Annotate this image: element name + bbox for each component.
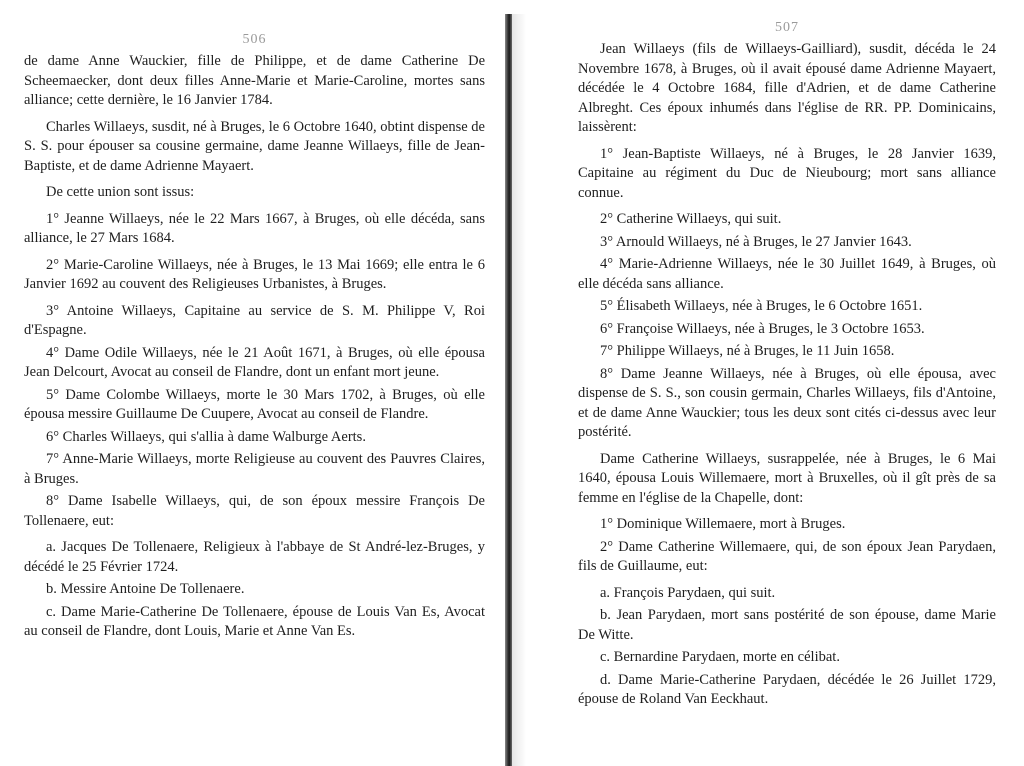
list-item: 7° Philippe Willaeys, né à Bruges, le 11 Juin 1658. — [600, 343, 895, 359]
list-item: 1° Dominique Willemaere, mort à Bruges. — [600, 516, 846, 532]
book-gutter — [505, 14, 512, 766]
page-number: 507 — [775, 20, 799, 35]
list-item: c. Bernardine Parydaen, morte en célibat. — [600, 649, 840, 665]
list-item: c. Dame Marie-Catherine De Tollenaere, épouse de Louis Van Es, Avocat au conseil de Flandre, dont Louis, Marie et Anne Van Es. — [24, 603, 485, 639]
list-item: 5° Élisabeth Willaeys, née à Bruges, le 6 Octobre 1651. — [600, 298, 923, 314]
list-item: 6° Charles Willaeys, qui s'allia à dame Walburge Aerts. — [46, 428, 366, 445]
list-item: 2° Dame Catherine Willemaere, qui, de son époux Jean Parydaen, fils de Guillaume, eut: — [578, 538, 996, 574]
list-item: 8° Dame Isabelle Willaeys, qui, de son époux messire François De Tollenaere, eut: — [24, 493, 485, 529]
list-item: 2° Catherine Willaeys, qui suit. — [600, 211, 782, 227]
list-item: 1° Jean-Baptiste Willaeys, né à Bruges, le 28 Janvier 1639, Capitaine au régiment du Duc de Nieubourg; mort sans alliance connue. — [578, 145, 996, 201]
list-item: 5° Dame Colombe Willaeys, morte le 30 Mars 1702, à Bruges, où elle épousa messire Guillaume De Cuupere, Avocat au conseil de Flandre. — [24, 386, 485, 422]
list-item: 8° Dame Jeanne Willaeys, née à Bruges, où elle épousa, avec dispense de S. S., son cousin germain, Charles Willaeys, fils d'Antoine, et de dame Anne Wauckier; tous les deux sont cités ci-dessus avec leur postérité. — [578, 365, 996, 440]
list-item: a. François Parydaen, qui suit. — [600, 584, 776, 601]
list-item: 1° Jeanne Willaeys, née le 22 Mars 1667, à Bruges, où elle décéda, sans alliance, le 27 Mars 1684. — [24, 210, 485, 246]
list-item: b. Jean Parydaen, mort sans postérité de son épouse, dame Marie De Witte. — [578, 607, 996, 643]
paragraph: Jean Willaeys (fils de Willaeys-Gailliard), susdit, décéda le 24 Novembre 1678, à Bruges, où il avait épousé dame Adrienne Mayaert, décédée le 4 Octobre 1684, fille d'Adrien, et de dame Catherine Albreght. Ces époux inhumés dans l'église de RR. PP. Dominicains, laissèrent: — [578, 41, 996, 135]
list-item: 3° Antoine Willaeys, Capitaine au service de S. M. Philippe V, Roi d'Espagne. — [24, 302, 485, 338]
list-item: 3° Arnould Willaeys, né à Bruges, le 27 Janvier 1643. — [600, 233, 912, 250]
list-item: 7° Anne-Marie Willaeys, morte Religieuse au couvent des Pauvres Claires, à Bruges. — [24, 451, 485, 487]
paragraph: De cette union sont issus: — [46, 184, 195, 200]
list-item: a. Jacques De Tollenaere, Religieux à l'abbaye de St André-lez-Bruges, y décédé le 25 Février 1724. — [24, 539, 485, 575]
list-item: b. Messire Antoine De Tollenaere. — [46, 581, 245, 597]
list-item: d. Dame Marie-Catherine Parydaen, décédée le 26 Juillet 1729, épouse de Roland Van Eeckhaut. — [578, 671, 996, 707]
right-page — [514, 0, 1024, 766]
left-page — [0, 0, 505, 766]
paragraph: Dame Catherine Willaeys, susrappelée, née à Bruges, le 6 Mai 1640, épousa Louis Willemaere, mort à Bruxelles, où il gît près de sa femme en l'église de la Chapelle, dont: — [578, 450, 996, 506]
list-item: 4° Marie-Adrienne Willaeys, née le 30 Juillet 1649, à Bruges, où elle décéda sans alliance. — [578, 256, 996, 292]
list-item: 4° Dame Odile Willaeys, née le 21 Août 1671, à Bruges, où elle épousa Jean Delcourt, Avocat au conseil de Flandre, dont un enfant mort jeune. — [24, 344, 485, 380]
list-item: 2° Marie-Caroline Willaeys, née à Bruges, le 13 Mai 1669; elle entra le 6 Janvier 1692 au couvent des Religieuses Urbanistes, à Bruges. — [24, 256, 485, 292]
list-item: 6° Françoise Willaeys, née à Bruges, le 3 Octobre 1653. — [600, 320, 925, 337]
paragraph: Charles Willaeys, susdit, né à Bruges, le 6 Octobre 1640, obtint dispense de S. S. pour épouser sa cousine germaine, dame Jeanne Willaeys, fille de Jean-Baptiste, et de dame Adrienne Mayaert. — [24, 118, 485, 174]
page-number: 506 — [242, 32, 267, 47]
paragraph: de dame Anne Wauckier, fille de Philippe, et de dame Catherine De Scheemaecker, dont deux filles Anne-Marie et Marie-Caroline, mortes sans alliance; cette dernière, le 16 Janvier 1784. — [24, 53, 485, 108]
